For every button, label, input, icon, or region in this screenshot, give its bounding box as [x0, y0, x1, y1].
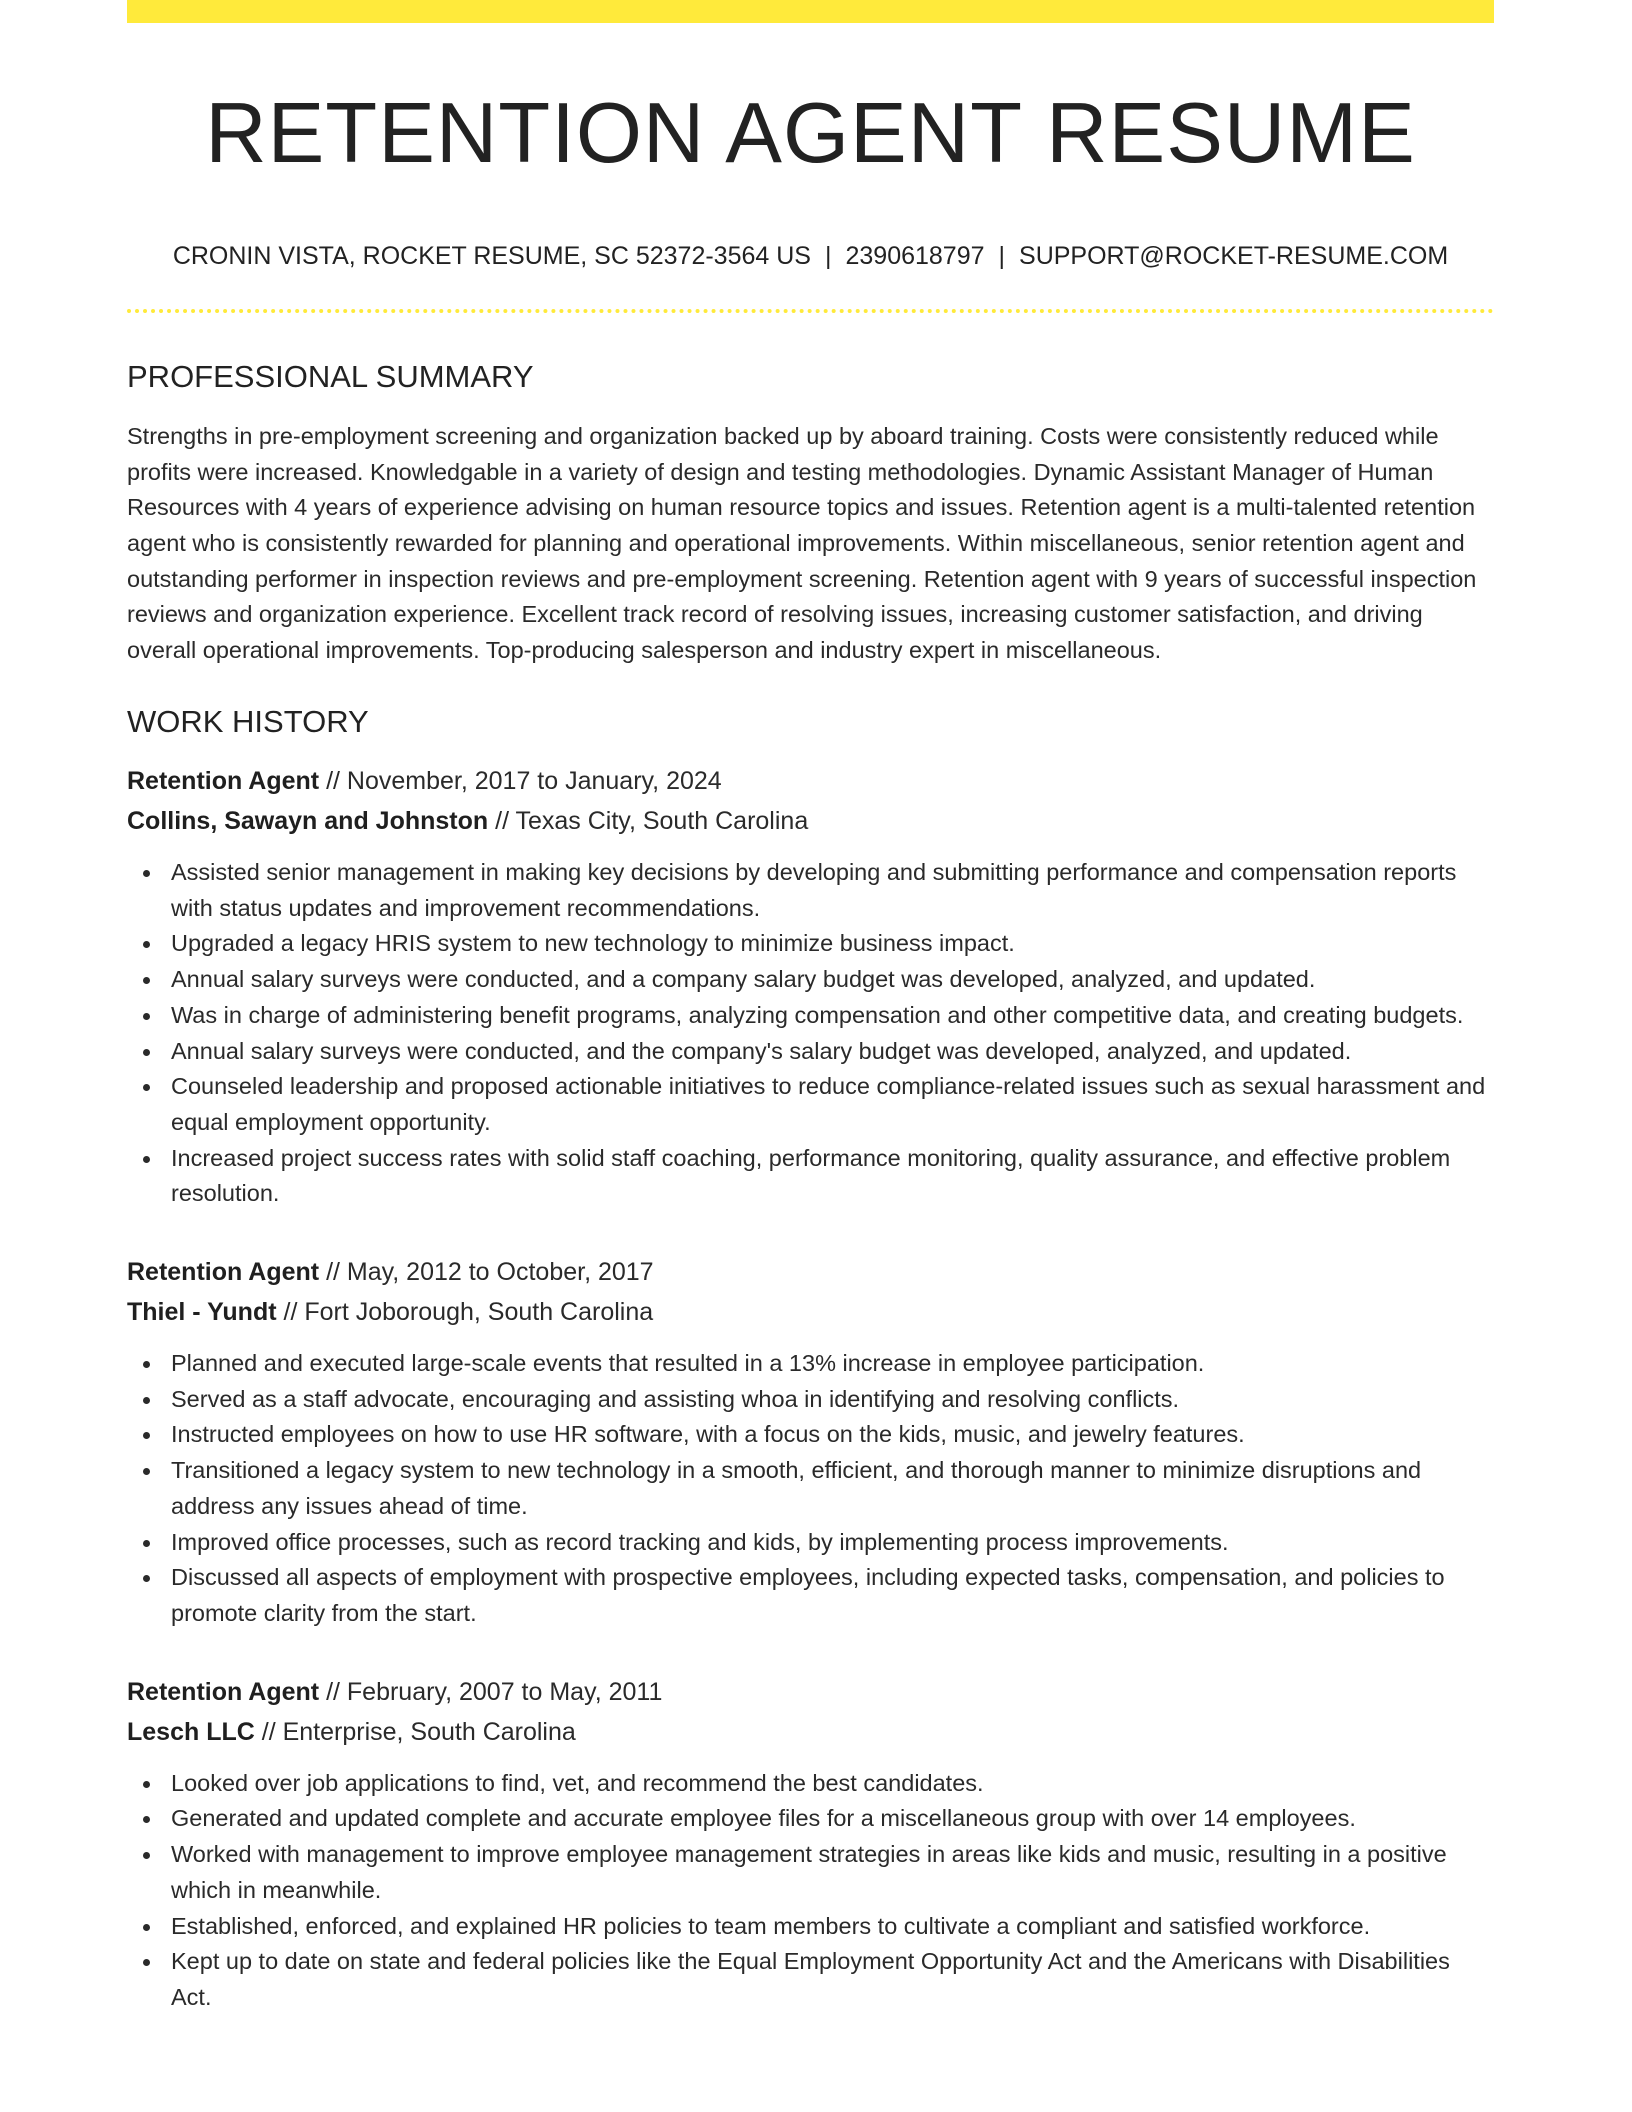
job-bullet-text: Served as a staff advocate, encouraging and assisting whoa in identifying and resolving conflicts. — [171, 1385, 1180, 1412]
job-bullet-text: Kept up to date on state and federal policies like the Equal Employment Opportunity Act and the Americans with Disabilities Act. — [171, 1948, 1450, 2010]
job-bullet-text: Increased project success rates with solid staff coaching, performance monitoring, quality assurance, and effective problem resolution. — [171, 1144, 1451, 1207]
resume-title: RETENTION AGENT RESUME — [205, 86, 1416, 181]
job-bullet — [127, 998, 1494, 1034]
bullet-dot-icon — [143, 1575, 150, 1582]
job-bullet-text: Worked with management to improve employee management strategies in areas like kids and music, resulting in a positive which in meanwhile. — [171, 1841, 1447, 1903]
contact-phone: 2390618797 — [845, 241, 985, 270]
job-bullet-text: Assisted senior management in making key decisions by developing and submitting performance and compensation reports with status updates and improvement recommendations. — [171, 859, 1457, 921]
bullet-dot-icon — [143, 1781, 150, 1788]
job-bullet — [127, 1560, 1494, 1631]
job-bullet-text: Counseled leadership and proposed actionable initiatives to reduce compliance-related issues such as sexual harassment and equal employment opportunity. — [171, 1073, 1486, 1135]
job-company: Lesch LLC — [127, 1717, 255, 1746]
job-title-line — [127, 1252, 1494, 1292]
job-bullet-text: Improved office processes, such as record tracking and kids, by implementing process improvements. — [171, 1528, 1229, 1555]
job-bullet-text: Annual salary surveys were conducted, and a company salary budget was developed, analyzed, and updated. — [171, 966, 1316, 993]
job-bullet-text: Transitioned a legacy system to new technology in a smooth, efficient, and thorough manner to minimize disruptions and address any issues ahead of time. — [171, 1457, 1422, 1519]
job-bullet — [127, 1766, 1494, 1802]
job-title: Retention Agent — [127, 1258, 320, 1287]
bullet-dot-icon — [143, 1852, 150, 1859]
job-location: // Fort Joborough, South Carolina — [276, 1298, 654, 1327]
bullet-dot-icon — [143, 977, 150, 984]
job-bullet — [127, 1909, 1494, 1945]
summary-text: Strengths in pre-employment screening and organization backed up by aboard training. Costs were consistently reduced while profits were increased. Knowledgable in a variety of design and testing methodologies. Dynamic Assistant Manager of Human Resources with 4 years of experience advising on human resource topics and issues. Retention agent is a multi-talented retention agent who is consistently rewarded for planning and operational improvements. Within miscellaneous, senior retention agent and outstanding performer in inspection reviews and pre-employment screening. Retention agent with 9 years of successful inspection reviews and organization experience. Excellent track record of resolving issues, increasing customer satisfaction, and driving overall operational improvements. Top-producing salesperson and industry expert in miscellaneous. — [127, 422, 1477, 664]
job-bullet-text: Established, enforced, and explained HR policies to team members to cultivate a compliant and satisfied workforce. — [171, 1912, 1371, 1939]
job-bullet-text: Discussed all aspects of employment with prospective employees, including expected tasks, compensation, and policies to promote clarity from the start. — [171, 1564, 1445, 1626]
job-entry — [127, 1672, 1494, 2016]
job-entry — [127, 761, 1494, 1212]
bullet-dot-icon — [143, 941, 150, 948]
job-bullet-list — [127, 855, 1494, 1212]
job-bullet — [127, 1417, 1494, 1453]
job-bullet-list — [127, 1766, 1494, 2016]
contact-separator: | — [824, 241, 832, 270]
bullet-dot-icon — [143, 1432, 150, 1439]
job-location: // Enterprise, South Carolina — [254, 1717, 576, 1746]
job-bullet — [127, 926, 1494, 962]
job-company-line — [127, 801, 1494, 841]
bullet-dot-icon — [143, 870, 150, 877]
bullet-dot-icon — [143, 1156, 150, 1163]
bullet-dot-icon — [143, 1816, 150, 1823]
bullet-dot-icon — [143, 1540, 150, 1547]
bullet-dot-icon — [143, 1013, 150, 1020]
job-dates: // May, 2012 to October, 2017 — [319, 1258, 654, 1287]
contact-address: CRONIN VISTA, ROCKET RESUME, SC 52372-3564 US — [172, 241, 811, 270]
job-bullet-text: Generated and updated complete and accurate employee files for a miscellaneous group with over 14 employees. — [171, 1805, 1356, 1832]
job-bullet-text: Looked over job applications to find, vet, and recommend the best candidates. — [171, 1769, 984, 1796]
job-bullet-text: Annual salary surveys were conducted, and the company's salary budget was developed, analyzed, and updated. — [171, 1037, 1352, 1064]
job-bullet — [127, 1944, 1494, 2015]
work-history-heading: WORK HISTORY — [127, 703, 369, 739]
bullet-dot-icon — [143, 1049, 150, 1056]
job-bullet — [127, 855, 1494, 926]
job-bullet — [127, 1837, 1494, 1908]
job-bullet-text: Instructed employees on how to use HR software, with a focus on the kids, music, and jewelry features. — [171, 1421, 1245, 1448]
job-bullet-text: Was in charge of administering benefit programs, analyzing compensation and other competitive data, and creating budgets. — [171, 1001, 1464, 1028]
job-bullet — [127, 1346, 1494, 1382]
contact-email: SUPPORT@ROCKET-RESUME.COM — [1019, 241, 1449, 270]
resume-page — [127, 0, 1494, 2016]
bullet-dot-icon — [143, 1084, 150, 1091]
job-company: Collins, Sawayn and Johnston — [127, 807, 489, 836]
job-company: Thiel - Yundt — [127, 1298, 277, 1327]
bullet-dot-icon — [143, 1397, 150, 1404]
bullet-dot-icon — [143, 1924, 150, 1931]
job-bullet — [127, 1141, 1494, 1212]
job-company-line — [127, 1712, 1494, 1752]
job-dates: // February, 2007 to May, 2011 — [319, 1677, 663, 1706]
bullet-dot-icon — [143, 1361, 150, 1368]
job-company-line — [127, 1292, 1494, 1332]
job-dates: // November, 2017 to January, 2024 — [319, 767, 722, 796]
job-title: Retention Agent — [127, 767, 320, 796]
job-title: Retention Agent — [127, 1677, 320, 1706]
contact-separator: | — [998, 241, 1006, 270]
job-entry — [127, 1252, 1494, 1632]
job-bullet — [127, 1034, 1494, 1070]
job-bullet-list — [127, 1346, 1494, 1632]
job-title-line — [127, 1672, 1494, 1712]
dotted-divider — [127, 309, 1494, 313]
job-location: // Texas City, South Carolina — [488, 807, 809, 836]
bullet-dot-icon — [143, 1959, 150, 1966]
job-bullet — [127, 1382, 1494, 1418]
job-bullet — [127, 1453, 1494, 1524]
job-title-line — [127, 761, 1494, 801]
job-bullet-text: Planned and executed large-scale events that resulted in a 13% increase in employee participation. — [171, 1350, 1205, 1377]
contact-line — [127, 241, 1494, 271]
accent-top-bar — [127, 0, 1494, 23]
job-bullet — [127, 1069, 1494, 1140]
bullet-dot-icon — [143, 1468, 150, 1475]
job-bullet — [127, 1801, 1494, 1837]
summary-heading: PROFESSIONAL SUMMARY — [127, 358, 534, 394]
job-bullet — [127, 962, 1494, 998]
job-bullet — [127, 1525, 1494, 1561]
work-history-list — [127, 761, 1494, 2016]
job-bullet-text: Upgraded a legacy HRIS system to new technology to minimize business impact. — [171, 930, 1015, 957]
